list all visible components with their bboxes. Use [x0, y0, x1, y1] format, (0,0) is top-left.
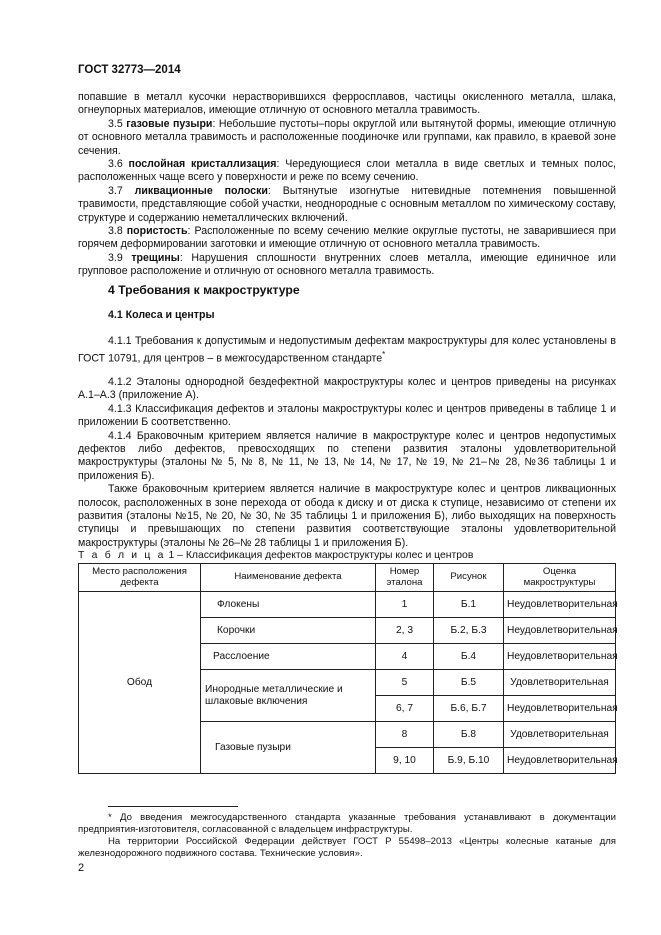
- standard-number-cell: 2, 3: [376, 618, 434, 644]
- grade-cell: Неудовлетворительная: [504, 644, 616, 670]
- figure-cell: Б.1: [434, 592, 504, 618]
- figure-cell: Б.9, Б.10: [434, 748, 504, 774]
- header-defect-name: Наименование дефекта: [201, 564, 376, 592]
- standard-number-cell: 9, 10: [376, 748, 434, 774]
- standard-number-cell: 6, 7: [376, 696, 434, 722]
- defects-table: [78, 563, 616, 774]
- footnotes: [78, 812, 616, 860]
- header-figure: Рисунок: [434, 564, 504, 592]
- header-location: Место расположения дефекта: [79, 564, 201, 592]
- figure-cell: Б.8: [434, 722, 504, 748]
- standard-number-cell: 1: [376, 592, 434, 618]
- section-title: 4 Требования к макроструктуре: [108, 283, 300, 297]
- term: послойная кристаллизация: [128, 158, 277, 171]
- figure-cell: Б.5: [434, 670, 504, 696]
- footnote-1: * До введения межгосударственного стандарта указанные требования устанавливают в документации предприятия-изготовителя, согласованной с владельцем инфраструктуры.: [78, 812, 616, 835]
- paragraph-4-1-4: 4.1.4 Браковочным критерием является наличие в макроструктуре колес и центров недопустимых дефектов либо дефектов, превосходящих по степени развития эталоны удовлетворительной макроструктуры (эталоны № 5, № 8, № 11, № 13, № 14, № 17, № 19, № 21–№ 28, №36 таблицы 1 и приложения Б).: [78, 429, 616, 482]
- document-header: ГОСТ 32773—2014: [78, 64, 181, 76]
- defect-name-cell: Расслоение: [201, 644, 376, 670]
- standard-number-cell: 4: [376, 644, 434, 670]
- paragraph-4-1-3: 4.1.3 Классификация дефектов и эталоны макроструктуры колес и центров приведены в таблице 1 и приложении Б соответственно.: [78, 402, 616, 429]
- term: трещины: [131, 251, 180, 264]
- paragraph-3-5: 3.5 газовые пузыри: Небольшие пустоты–поры округлой или вытянутой формы, имеющие отличную от основного металла травимость и расположенные поодиночке или группами, как правило, в краевой зоне сечения.: [78, 117, 617, 157]
- location-cell: Обод: [79, 592, 201, 774]
- figure-cell: Б.2, Б.3: [434, 618, 504, 644]
- paragraph-3-6: 3.6 послойная кристаллизация: Чередующиеся слои металла в виде светлых и темных полос, расположенных чаще всего у поверхности и реже по всему сечению.: [78, 158, 616, 184]
- paragraph-3-7: 3.7 ликвационные полоски: Вытянутые изогнутые нитевидные потемнения повышенной травимости, представляющие собой участки, неоднородные с основным металлом по химическому составу, структуре и содержанию неметаллических включений.: [78, 184, 616, 224]
- figure-cell: Б.4: [434, 644, 504, 670]
- figure-cell: Б.6, Б.7: [434, 696, 504, 722]
- table-caption: Т а б л и ц а 1 – Классификация дефектов макроструктуры колес и центров: [78, 550, 474, 561]
- grade-cell: Удовлетворительная: [504, 722, 616, 748]
- paragraph-3-4-cont: попавшие в металл кусочки нерастворившихся ферросплавов, частицы окисленного металла, шлака, огнеупорных материалов, имеющие отличную от основного металла травимость.: [78, 91, 616, 117]
- grade-cell: Неудовлетворительная: [504, 618, 616, 644]
- header-standard-number: Номер эталона: [376, 564, 434, 592]
- term: пористость: [126, 225, 188, 238]
- paragraph-4-1-2: 4.1.2 Эталоны однородной бездефектной макроструктуры колес и центров приведены на рисунках А.1–А.3 (приложение А).: [78, 376, 616, 402]
- defect-name-cell: Корочки: [201, 618, 376, 644]
- requirements-block: [78, 376, 616, 550]
- subsection-title: 4.1 Колеса и центры: [108, 309, 215, 321]
- footnote-mark: *: [382, 350, 386, 360]
- paragraph-3-8: 3.8 пористость: Расположенные по всему сечению мелкие округлые пустоты, не заварившиеся при горячем деформировании заготовки и имеющие отличную от основного металла травимость.: [78, 225, 616, 251]
- standard-number-cell: 8: [376, 722, 434, 748]
- grade-cell: Неудовлетворительная: [504, 592, 616, 618]
- definitions-block: [78, 91, 616, 279]
- footnote-divider: [108, 806, 238, 807]
- grade-cell: Удовлетворительная: [504, 670, 616, 696]
- defect-name-cell: Флокены: [201, 592, 376, 618]
- defect-name-cell: Газовые пузыри: [201, 722, 376, 774]
- defect-name-cell: Инородные металлические и шлаковые включения: [201, 670, 376, 722]
- grade-cell: Неудовлетворительная: [504, 748, 616, 774]
- footnote-2: На территории Российской Федерации действует ГОСТ Р 55498–2013 «Центры колесные катаные для железнодорожного подвижного состава. Технические условия».: [78, 836, 616, 859]
- paragraph-4-1-1: 4.1.1 Требования к допустимым и недопустимым дефектам макроструктуры для колес установлены в ГОСТ 10791, для центров – в межгосударственном стандарте*: [78, 335, 616, 365]
- paragraph-3-9: 3.9 трещины: Нарушения сплошности внутренних слоев металла, имеющие единичное или групповое расположение и отличную от основного металла травимость.: [78, 251, 616, 278]
- term: газовые пузыри: [126, 117, 213, 130]
- paragraph-rejection-criteria: Также браковочным критерием является наличие в макроструктуре колес и центров ликвационных полосок, расположенных в зоне перехода от обода к диску и от диска к ступице, независимо от степени их развития (эталоны №15, № 20, № 30, № 35 таблицы 1 и приложения Б), либо выходящих на поверхность ступицы и превышающих по степени развития соответствующие эталоны удовлетворительной макроструктуры (эталоны № 26–№ 28 таблицы 1 и приложения Б).: [78, 483, 616, 549]
- grade-cell: Неудовлетворительная: [504, 696, 616, 722]
- standard-number-cell: 5: [376, 670, 434, 696]
- header-grade: Оценка макроструктуры: [504, 564, 616, 592]
- term: ликвационные полоски: [134, 184, 268, 197]
- page-number: 2: [78, 862, 85, 874]
- table-row: [79, 592, 616, 618]
